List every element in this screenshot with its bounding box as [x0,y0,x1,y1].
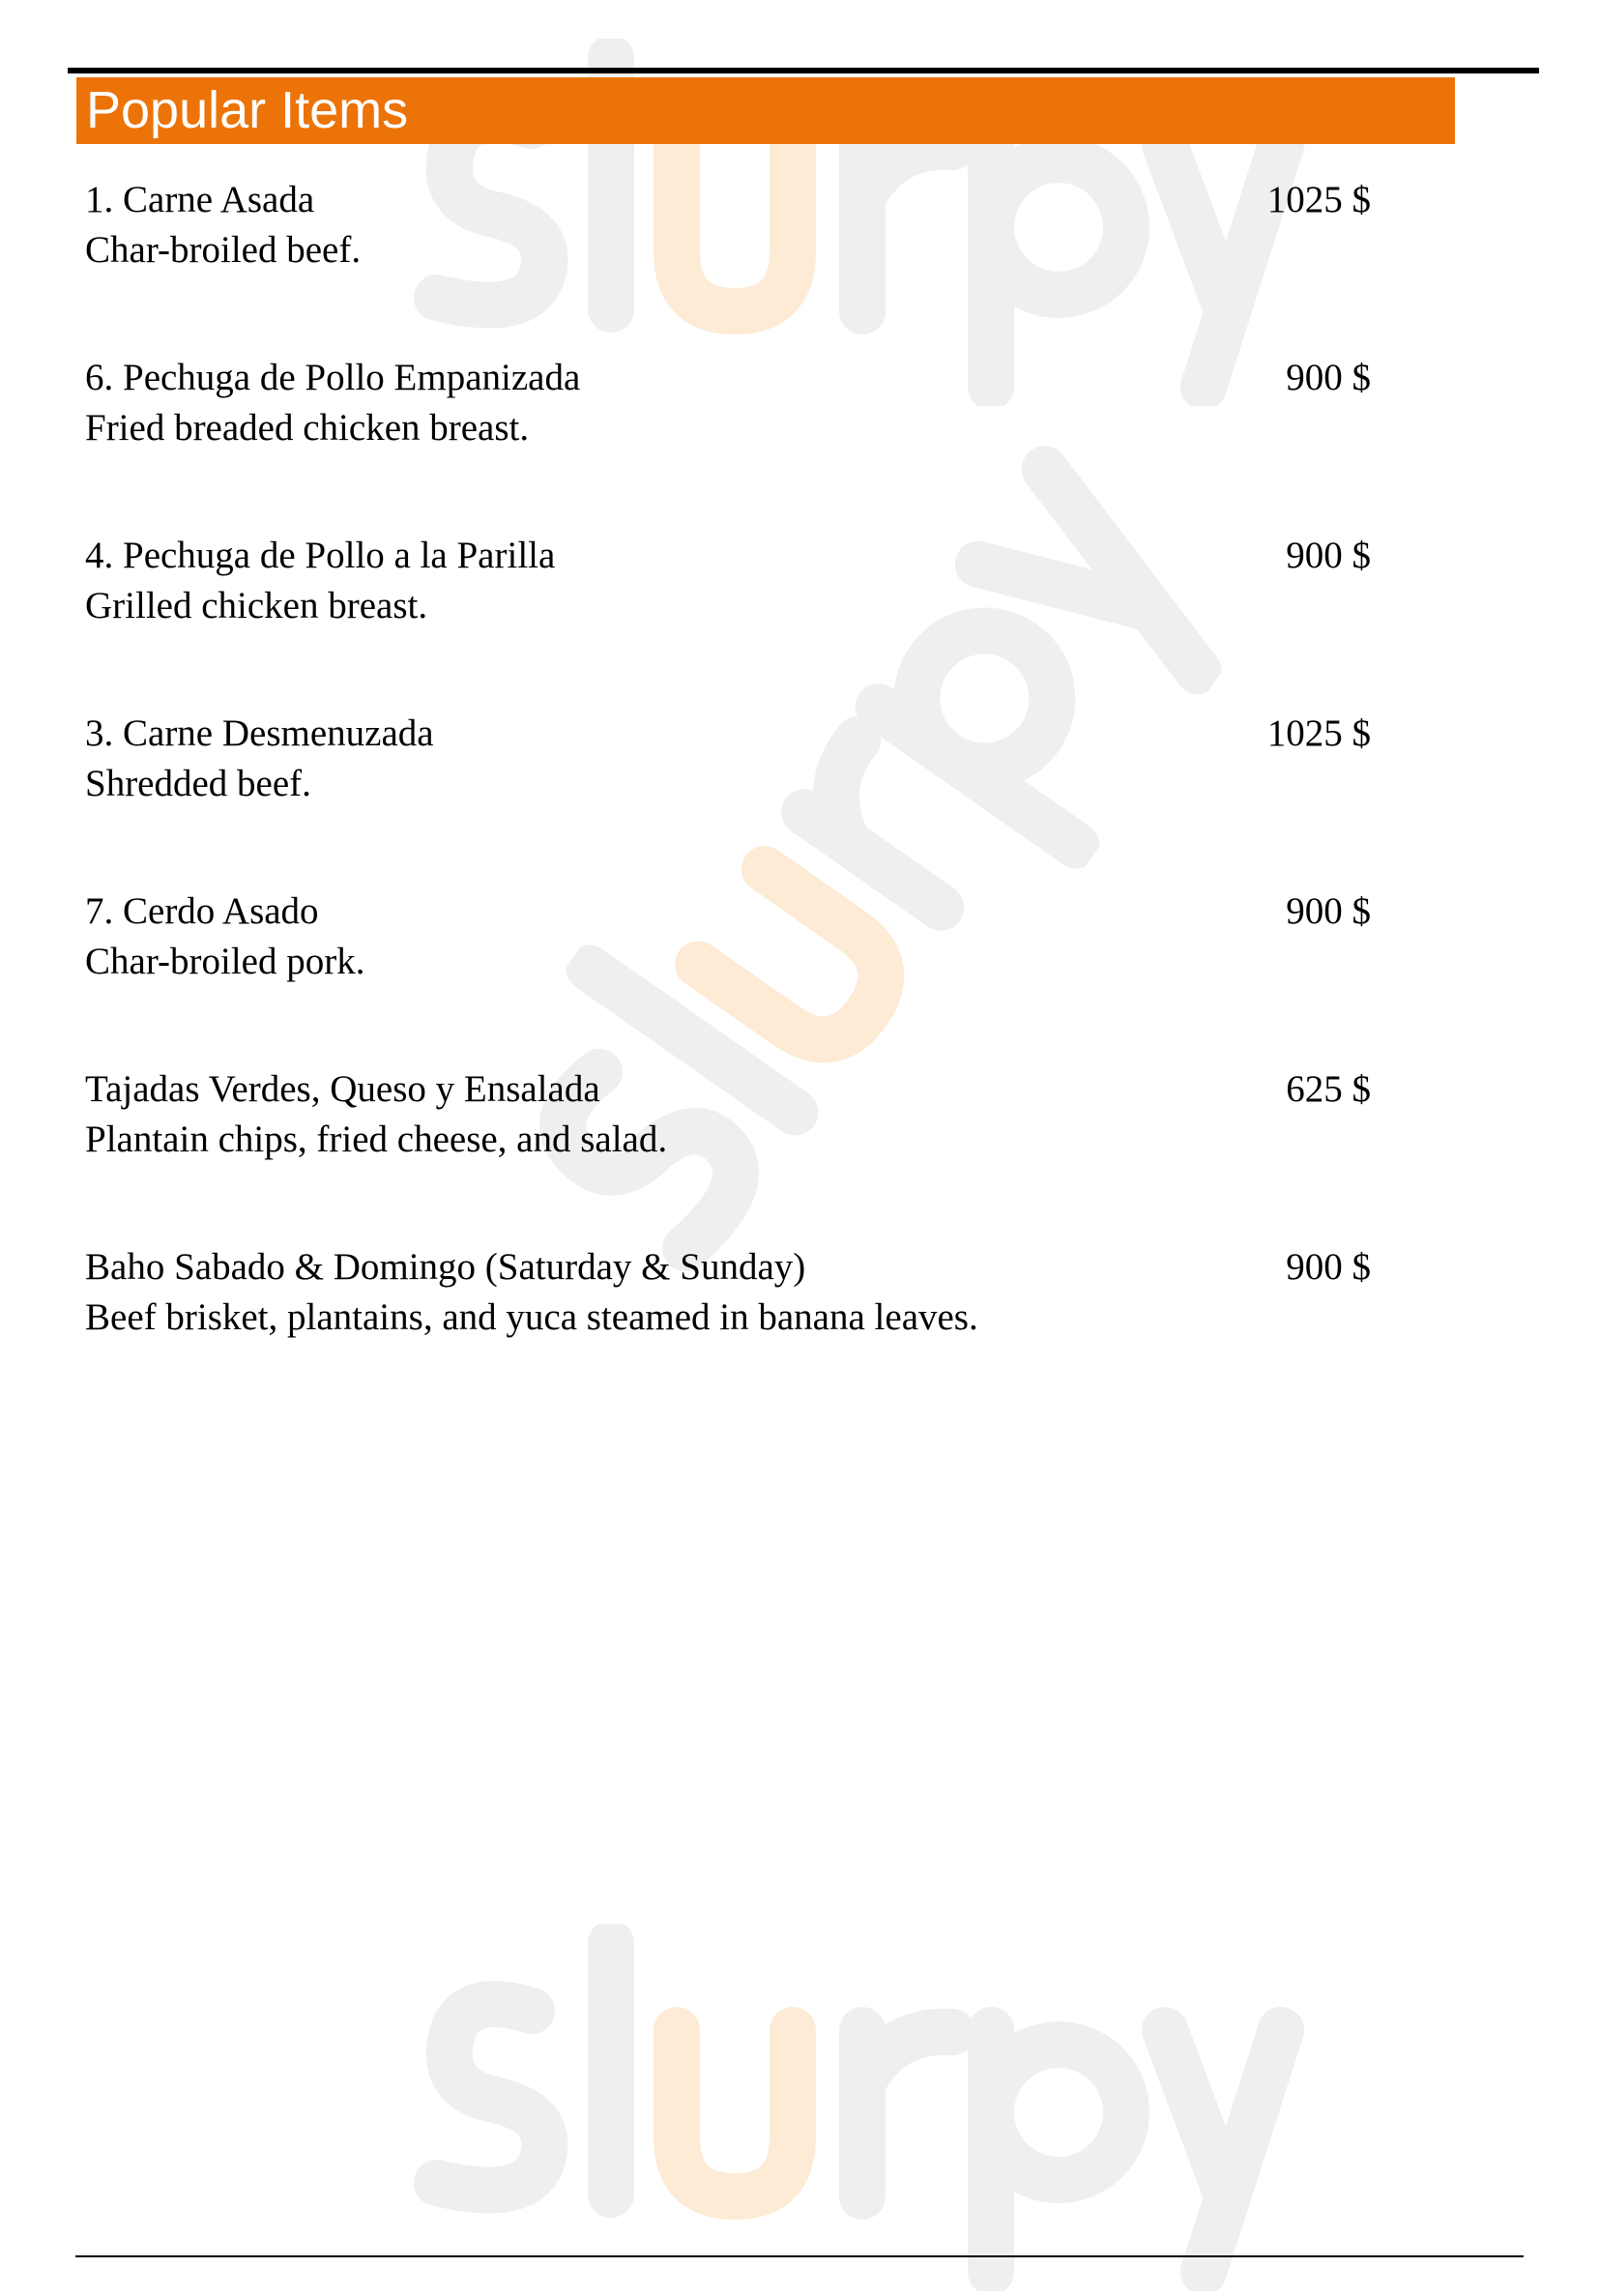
item-description: Fried breaded chicken breast. [85,407,530,449]
item-price: 625 $ [1286,1068,1371,1110]
menu-item [85,356,1371,452]
top-rule [68,68,1539,73]
item-name: 1. Carne Asada [85,179,315,220]
item-name: Baho Sabado & Domingo (Saturday & Sunday) [85,1246,806,1288]
item-name: 7. Cerdo Asado [85,890,319,932]
item-description: Grilled chicken breast. [85,585,428,626]
bottom-rule [75,2255,1524,2257]
item-price: 900 $ [1286,535,1371,576]
item-description: Beef brisket, plantains, and yuca steamed in banana leaves. [85,1296,978,1338]
item-price: 900 $ [1286,1246,1371,1288]
item-name: Tajadas Verdes, Queso y Ensalada [85,1068,600,1110]
menu-item [85,712,1371,808]
menu-item [85,1245,1371,1342]
item-name: 3. Carne Desmenuzada [85,712,434,754]
watermark-logo [445,381,1278,1351]
item-price: 900 $ [1286,890,1371,932]
item-price: 900 $ [1286,357,1371,398]
section-title: Popular Items [86,81,409,139]
item-description: Char-broiled beef. [85,229,362,271]
item-description: Shredded beef. [85,763,311,804]
item-name: 6. Pechuga de Pollo Empanizada [85,357,581,398]
menu-item [85,889,1371,986]
menu-item [85,178,1371,275]
menu-item [85,534,1371,630]
item-price: 1025 $ [1266,179,1371,220]
item-price: 1025 $ [1266,712,1371,754]
section-header [76,77,1455,144]
item-name: 4. Pechuga de Pollo a la Parilla [85,535,556,576]
item-description: Char-broiled pork. [85,941,365,982]
menu-item [85,1067,1371,1164]
item-description: Plantain chips, fried cheese, and salad. [85,1119,668,1160]
watermark-logo [387,1924,1315,2291]
